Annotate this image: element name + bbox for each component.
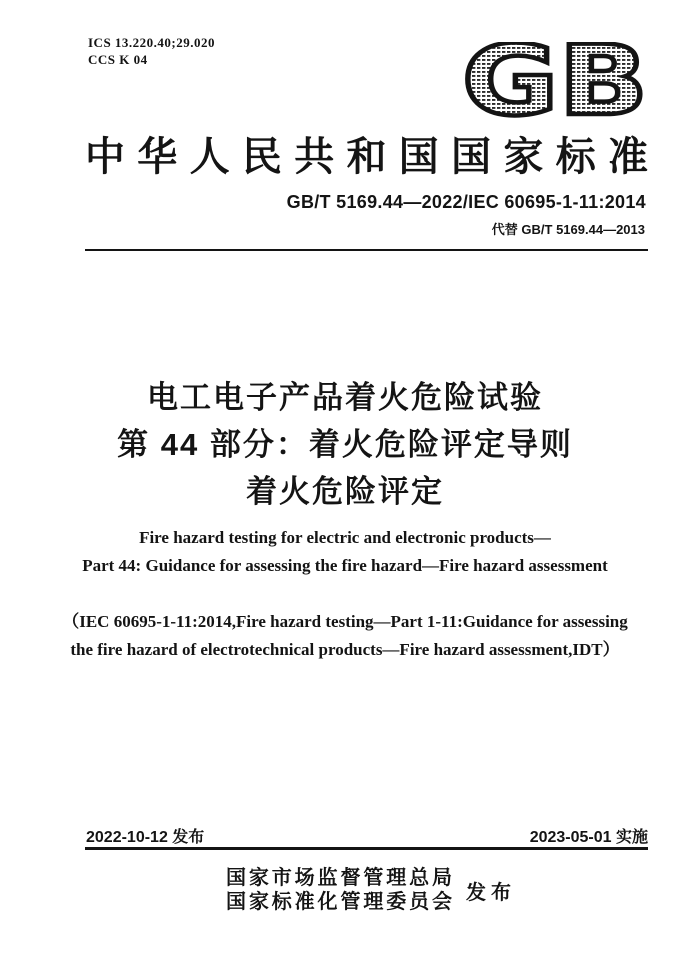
chinese-title: [0, 374, 690, 515]
gb-logo-text: GB: [462, 42, 648, 118]
publish-label: 发 布: [466, 881, 511, 904]
chinese-title-line3: 着火危险评定: [246, 474, 444, 509]
english-title-line2: Part 44: Guidance for assessing the fire hazard—Fire hazard assessment: [82, 556, 608, 575]
chinese-title-line1: 电工电子产品着火危险试验: [147, 380, 543, 415]
gb-logo-icon: [462, 42, 648, 118]
ccs-code: CCS K 04: [88, 52, 148, 67]
english-title-line1: Fire hazard testing for electric and electronic products—: [139, 528, 551, 547]
english-title: [0, 524, 690, 580]
date-row: [86, 824, 648, 847]
standard-number: GB/T 5169.44—2022/IEC 60695-1-11:2014: [286, 192, 646, 212]
issuer-names: [226, 866, 452, 914]
replaces-note: 代替 GB/T 5169.44—2013: [491, 222, 645, 237]
issuing-bodies: [226, 866, 511, 914]
chinese-title-line2: 第 44 部分：着火危险评定导则: [117, 427, 573, 462]
issuer-line1: 国家市场监督管理总局: [226, 867, 452, 889]
issue-date: 2022-10-12 发布: [86, 829, 205, 846]
footer-rule: [85, 847, 648, 850]
iec-adoption-line1: （IEC 60695-1-11:2014,Fire hazard testing—Part 1-11:Guidance for assessing: [62, 612, 628, 631]
ics-code: ICS 13.220.40;29.020: [88, 35, 216, 50]
iec-adoption-note: [0, 608, 690, 664]
issuer-line2: 国家标准化管理委员会: [226, 891, 452, 913]
implementation-date: 2023-05-01 实施: [529, 829, 648, 846]
iec-adoption-line2: the fire hazard of electrotechnical products—Fire hazard assessment,IDT）: [70, 640, 620, 659]
national-standard-banner: 中华人民共和国国家标准: [85, 134, 648, 179]
header-rule: [85, 249, 648, 251]
classification-codes: [88, 34, 215, 68]
